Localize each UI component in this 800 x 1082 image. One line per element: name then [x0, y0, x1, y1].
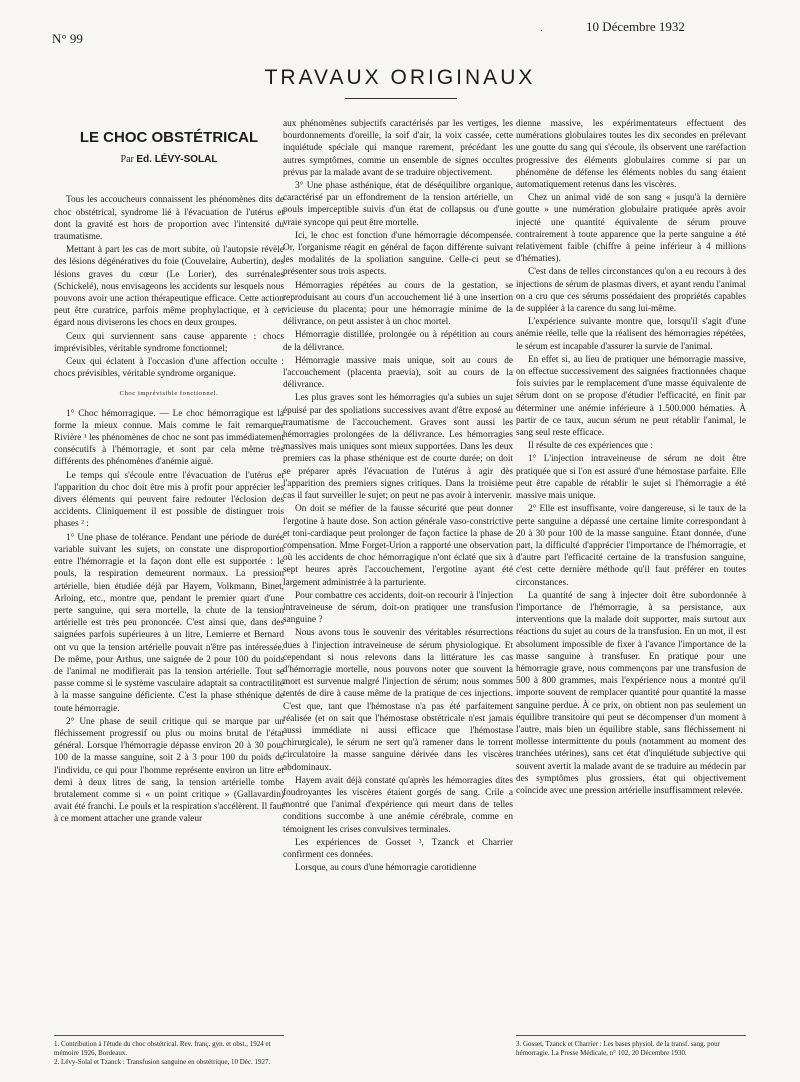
article-title: LE CHOC OBSTÉTRICAL	[79, 129, 259, 146]
section-title: TRAVAUX ORIGINAUX	[264, 66, 536, 89]
paragraph: Les expériences de Gosset ³, Tzanck et Charrier confirment ces données.	[283, 837, 513, 860]
paragraph: Hémorragie distillée, prolongée ou à répétition au cours de la délivrance.	[283, 330, 513, 353]
title-rule	[345, 98, 457, 99]
paragraph: C'est dans de telles circonstances qu'on a eu recours à des injections de sérum de plasmas divers, et ayant rendu l'animal on a cru que ces sérums possédaient des propriétés capables de suppléer à la carence du sang lui-même.	[516, 267, 746, 315]
paragraph: Nous avons tous le souvenir des véritables résurrections dues à l'injection intraveineuse de sérum physiologique. Et cependant si nous relevons dans la littérature les cas d'hémorragie mortelle, nous pouvons noter que souvent la mort est survenue malgré l'injection de sérum; nous sommes tentés de dire à cause même de la pratique de ces injections. C'est que, tant que l'hémostase n'a pas été parfaitement réalisée (et on sait que l'hémostase obstétricale n'est jamais aussi immédiate ni aussi efficace que l'hémostase chirurgicale), le sérum ne sert qu'à ramener dans le torrent circulatoire la masse sanguine dérivée dans les viscères abdominaux.	[283, 628, 513, 773]
byline-prefix: Par	[120, 154, 134, 166]
paragraph: Lorsque, au cours d'une hémorragie carotidienne	[295, 863, 477, 874]
article-byline	[54, 154, 284, 166]
paragraph: Ceux qui éclatent à l'occasion d'une affection occulte : chocs prévisibles, véritable syndrome organique.	[54, 357, 284, 380]
paragraph: Pour combattre ces accidents, doit-on recourir à l'injection intraveineuse de sérum, doit-on pratiquer une transfusion sanguine ?	[283, 590, 513, 626]
column-2-body	[283, 118, 513, 874]
column-3-body	[516, 118, 746, 797]
paragraph: Ceux qui surviennent sans cause apparente : chocs imprévisibles, véritable syndrome fonctionnel;	[54, 331, 284, 354]
issue-number: N° 99	[52, 31, 83, 46]
paragraph: Il résulte de ces expériences que :	[528, 441, 653, 452]
footnote-rule-right	[516, 1035, 746, 1036]
paragraph: Tous les accoucheurs connaissent les phénomènes dits de choc obstétrical, syndrome lié à l'évacuation de l'utérus et dont la gravité est hors de proportion avec l'intensité du traumatisme.	[54, 195, 284, 243]
paragraph: En effet si, au lieu de pratiquer une hémorragie massive, on effectue successivement des saignées fractionnées chaque fois suivies par le remplacement d'une masse équivalente de sérum dont on se propose d'étudier l'efficacité, en finit par déterminer une anémie inférieure à 1.500.000 hématies. À partir de ce taux, aucun sérum ne peut rétablir l'animal, le sang seul reste efficace.	[516, 354, 746, 439]
header-dot: .	[540, 22, 543, 34]
footnote: 3. Gosset, Tzanck et Charrier : Les bases physiol. de la transf. sang. pour hémorragie. La Presse Médicale, n° 102, 20 Décembre 1930.	[516, 1040, 720, 1057]
paragraph: Hémorragie massive mais unique, soit au cours de l'accouchement (placenta praevia), soit au cours de la délivrance.	[283, 355, 513, 391]
footnotes-left	[54, 1040, 284, 1067]
paragraph: 3° Une phase asthénique, état de déséquilibre organique, caractérisé par un effondrement de la tension artérielle, un pouls imperceptible suivis d'un état de collapsus ou d'une vraie syncope qui peut être mortelle.	[283, 181, 513, 228]
article-author: Ed. LÉVY-SOLAL	[136, 154, 218, 166]
paragraph: L'expérience suivante montre que, lorsqu'il s'agit d'une anémie réelle, telle que la réalisent des hémorragies répétées, le sérum est incapable d'assurer la survie de l'animal.	[516, 317, 746, 352]
paragraph: Chez un animal vidé de son sang « jusqu'à la dernière goutte » une numération globulaire pratiquée après avoir injecté une quantité équivalente de sérum prouve contrairement à toute apparence que la perte sanguine a été relativement faible (chiffre à peine inférieur à 4 millions d'hématies).	[516, 193, 746, 265]
column-2	[283, 118, 513, 875]
paragraph: La quantité de sang à injecter doit être subordonnée à l'importance de l'hémorragie, à sa persistance, aux interventions que la malade doit supporter, mais surtout aux réactions du sujet au cours de la transfusion. En un mot, il est absolument impossible de fixer à l'avance l'importance de la masse sanguine à transfuser. En pratique pour une hémorragie grave, nous commençons par une transfusion de 500 à 800 grammes, mais l'expérience nous a montré qu'il importe souvent de remplacer quantité pour quantité la masse sanguine perdue. À ce prix, on obtient non pas seulement un équilibre transitoire qui peut se décompenser d'un moment à l'autre, mais bien un équilibre stable, sans fléchissement ni mollesse intermittente du pouls (notamment au moment des tranchées utérines), sans cet état d'inquiétude subjective qui souvent avertit la malade avant de se traduire au médecin par des symptômes plus grossiers, état qui objectivement coïncide avec une pression artérielle insuffisamment relevée.	[516, 590, 746, 796]
paragraph: aux phénomènes subjectifs caractérisés par les vertiges, les bourdonnements d'oreille, la soif d'air, la voix cassée, cette inquiétude spéciale qui manque rarement, précédant les autres symptômes, comme un ensemble de signes occultes prévus par la malade avant de se traduire objectivement.	[283, 119, 513, 178]
paragraph: Le temps qui s'écoule entre l'évacuation de l'utérus et l'apparition du choc doit être mis à profit pour apprécier les divers éléments qui peuvent faire redouter l'éclosion des accidents. Cliniquement il est possible de distinguer trois phases ² :	[54, 470, 284, 530]
column-1-body	[54, 194, 284, 825]
column-3	[516, 118, 746, 798]
paragraph: Hayem avait déjà constaté qu'après les hémorragies dites foudroyantes les viscères étaient gorgés de sang. Crile a montré que l'animal d'expérience qui meurt dans de telles conditions succombe à une anémie cérébrale, comme en témoignent les crises convulsives terminales.	[283, 775, 513, 835]
footnote: 1. Contribution à l'étude du choc obstétrical. Rev. franç. gyn. et obst., 1924 et mémoire 1926, Bordeaux.	[54, 1040, 271, 1057]
issue-date: 10 Décembre 1932	[586, 19, 685, 34]
footnotes-right	[516, 1040, 746, 1058]
paragraph: 1° Choc hémorragique. — Le choc hémorragique est la forme la mieux connue. Mais comme le fait remarquer Rivière ¹ les phénomènes de choc ne sont pas immédiatement consécutifs à l'hémorragie, et sont par cela même très différents des phénomènes d'anémie aiguë.	[54, 408, 284, 468]
paragraph: 1° L'injection intraveineuse de sérum ne doit être pratiquée que si l'on est assuré d'une hémostase parfaite. Elle peut être capable de rétablir le sujet si l'hémorragie a été massive mais unique.	[516, 454, 746, 502]
footnote-rule-left	[54, 1035, 284, 1036]
footnote: 2. Lévy-Solal et Tzanck : Transfusion sanguine en obstétrique, 10 Déc. 1927.	[54, 1058, 271, 1066]
paragraph: 2° Une phase de seuil critique qui se marque par un fléchissement progressif ou plus ou moins brutal de l'état général. Lorsque l'hémorragie dépasse environ 20 à 30 pour 100 de la masse sanguine, soit 2 à 3 pour 100 du poids de l'individu, ce qui pour l'homme représente environ un litre et demi à deux litres de sang, la tension artérielle tombe brutalement comme si « un point critique » (Gallavardin) avait été franchi. Le pouls et la respiration s'accélèrent. Il faut à ce moment attacher une grande valeur	[54, 716, 284, 825]
paragraph: Ici, le choc est fonction d'une hémorragie décompensée. Or, l'organisme réagit en général de façon différente suivant les modalités de la spoliation sanguine. Celle-ci peut se présenter sous trois aspects.	[283, 230, 513, 278]
paragraph: On doit se méfier de la fausse sécurité que peut donner l'ergotine à haute dose. Son action générale vaso-constrictive et toni-cardiaque peut prolonger de façon factice la phase de compensation. Mme Forget-Urion a rapporté une observation où les accidents de choc hémorragique n'ont éclaté que six à sept heures après l'accouchement, l'ergotine ayant été largement administrée à la parturiente.	[283, 504, 513, 588]
paragraph: dienne massive, les expérimentateurs effectuent des numérations globulaires toutes les dix secondes en prélevant une goutte du sang qui s'écoule, ils observent une raréfaction progressive des éléments globulaires comme si par un phénomène de défense les éléments nobles du sang étaient automatiquement retenus dans les viscères.	[516, 119, 746, 191]
section-subhead: Choc imprévisible fonctionnel.	[119, 390, 219, 398]
column-1	[54, 118, 284, 827]
paragraph: 1° Une phase de tolérance. Pendant une période de durée variable suivant les sujets, on constate une disproportion entre l'hémorragie et la façon dont elle est supportée : le pouls, la respiration demeurent normaux. La pression artérielle, bien étudiée déjà par Hayem, Volkmann, Binet, Arloing, etc., montre que, pendant le premier quart d'une perte sanguine, qui sera mortelle, la chute de la tension artérielle est très peu prononcée. C'est ainsi que, dans des saignées parfois supérieures à un litre, Lemierre et Bernard ont vu que la tension artérielle pouvait n'être pas intéressée. De même, pour Arthus, une saignée de 2 pour 100 du poids de l'animal ne modifierait pas la tension artérielle. Tout se passe comme si le système vasculaire adaptait sa contractilité à la masse sanguine déficiente. C'est la phase sthénique de toute hémorragie.	[54, 532, 284, 714]
paragraph: 2° Elle est insuffisante, voire dangereuse, si le taux de la perte sanguine a dépassé une certaine limite correspondant à 20 à 30 pour 100 de la masse sanguine. Étant donnée, d'une part, la difficulté d'apprécier l'importance de l'hémorragie, et d'autre part l'efficacité certaine de la transfusion sanguine, c'est cette dernière méthode qu'il faut préférer en toutes circonstances.	[516, 504, 746, 588]
paragraph: Les plus graves sont les hémorragies qu'a subies un sujet épuisé par des spoliations successives avant d'être exposé au traumatisme de l'accouchement. Graves sont aussi les hémorragies prolongées de la délivrance. Les hémorragies massives mais uniques sont mieux supportées. Dans les deux premiers cas la phase sthénique est de courte durée; on doit se préparer après l'évacuation de l'utérus à agir dès l'apparition des premiers signes critiques. Dans la troisième cas il faut surveiller le sujet; on peut ne pas avoir à intervenir.	[283, 393, 513, 502]
paragraph: Mettant à part les cas de mort subite, où l'autopsie révèle des lésions dégénératives du foie (Couvelaire, Aubertin), des lésions graves du cœur (Le Lorier), des surrénales (Schickelé), nous envisageons les accidents sur lesquels nous pouvons avoir une action thérapeutique efficace. Cette action peut être curatrice, parfois même prophylactique, et à cet égard nous diviserons les chocs en deux groupes.	[54, 245, 284, 329]
paragraph: Hémorragies répétées au cours de la gestation, se reproduisant au cours d'un accouchement lié à une insertion vicieuse du placenta; pour une hémorragie minime de la délivrance, on peut assister à un choc mortel.	[283, 280, 513, 328]
